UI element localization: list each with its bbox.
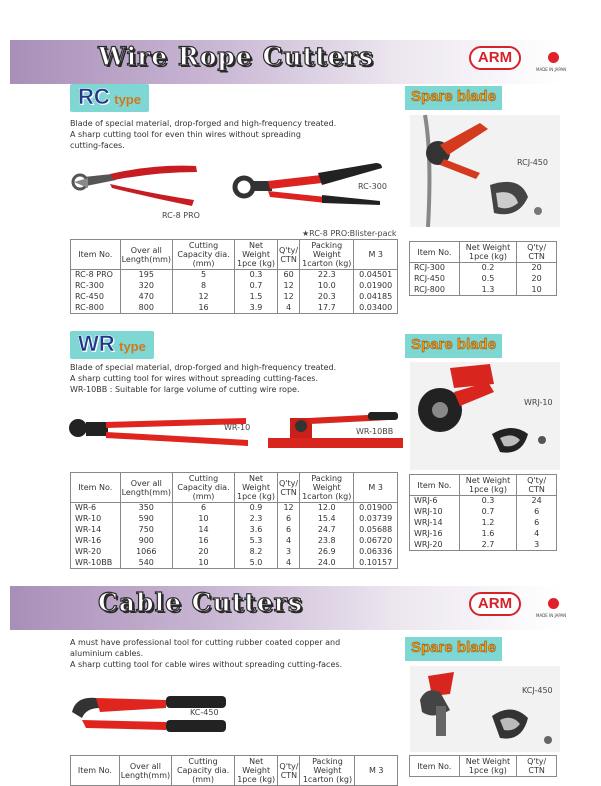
table-row — [410, 529, 557, 540]
cell: WRJ-20 — [410, 540, 460, 551]
rc300-label: RC-300 — [358, 182, 387, 191]
cell: 750 — [120, 525, 172, 536]
table-row — [71, 292, 398, 303]
col-net-weight: Net Weight 1pce (kg) — [459, 242, 517, 263]
section-title: Cable Cutters — [98, 588, 304, 617]
wr-desc-line: WR-10BB : Suitable for large volume of cutting wire rope. — [70, 385, 300, 394]
col-overall-length: Over all Length(mm) — [119, 756, 171, 786]
col-cutting-capacity: Cutting Capacity dia.(mm) — [172, 756, 235, 786]
cell: WR-10BB — [71, 558, 121, 569]
cell: 4 — [278, 558, 300, 569]
cell: 590 — [120, 514, 172, 525]
cell: 12 — [278, 292, 300, 303]
wr-tab-small: type — [119, 339, 146, 354]
cell: WRJ-14 — [410, 518, 460, 529]
cell: 0.06720 — [354, 536, 398, 547]
col-qty-ctn: Q'ty/ CTN — [278, 473, 300, 503]
cell: 0.03739 — [354, 514, 398, 525]
cell: 10 — [517, 285, 557, 296]
cell: 10 — [172, 558, 234, 569]
cell: 20.3 — [300, 292, 354, 303]
wr-desc-line: A sharp cutting tool for wires without spreading cutting-faces. — [70, 374, 319, 383]
cell: 0.03400 — [354, 303, 398, 314]
cell: 8 — [173, 281, 235, 292]
col-item-no: Item No. — [410, 475, 460, 496]
wr-tab-big: WR — [78, 331, 115, 356]
table-header-row — [71, 240, 398, 270]
cell: RC-8 PRO — [71, 270, 121, 281]
rc-desc-line: A sharp cutting tool for even thin wires without spreading — [70, 130, 301, 139]
cell: 26.9 — [300, 547, 354, 558]
cell: 0.3 — [235, 270, 278, 281]
kcj-spec-table — [409, 755, 557, 777]
cell: 5.0 — [235, 558, 278, 569]
cell: 4 — [278, 303, 300, 314]
cell: 20 — [517, 274, 557, 285]
kcj-spare-blade-tab: Spare blade — [405, 637, 502, 661]
japan-flag-icon — [542, 593, 564, 615]
col-item-no: Item No. — [410, 756, 460, 777]
cell: 20 — [517, 263, 557, 274]
cell: RC-450 — [71, 292, 121, 303]
cell: 0.3 — [459, 496, 517, 507]
cell: 24.0 — [300, 558, 354, 569]
table-row — [410, 540, 557, 551]
cell: 6 — [517, 507, 557, 518]
cell: 3.6 — [235, 525, 278, 536]
cell: 6 — [278, 514, 300, 525]
col-overall-length: Over all Length(mm) — [120, 240, 172, 270]
table-row — [71, 503, 398, 514]
cell: WR-16 — [71, 536, 121, 547]
table-row — [71, 303, 398, 314]
wr-description — [70, 362, 336, 395]
cell: 16 — [172, 536, 234, 547]
cell: 1066 — [120, 547, 172, 558]
table-row — [71, 514, 398, 525]
table-header-row — [71, 473, 398, 503]
col-qty-ctn: Q'ty/ CTN — [278, 240, 300, 270]
cell: 0.06336 — [354, 547, 398, 558]
table-row — [410, 518, 557, 529]
cell: 12 — [173, 292, 235, 303]
rc8pro-blister-note: ★RC-8 PRO:Blister-pack — [302, 229, 397, 238]
rc-description — [70, 118, 336, 151]
table-row — [410, 263, 557, 274]
cell: 6 — [278, 525, 300, 536]
table-header-row — [71, 756, 398, 786]
rc-type-tab — [70, 84, 149, 112]
cell: 3 — [517, 540, 557, 551]
rcj450-label: RCJ-450 — [517, 158, 548, 167]
wr-type-tab — [70, 331, 154, 359]
rc-spec-table — [70, 239, 398, 314]
cell: RCJ-300 — [410, 263, 460, 274]
col-packing-weight: Packing Weight 1carton (kg) — [300, 240, 354, 270]
cell: WR-6 — [71, 503, 121, 514]
rcj-blade-image — [410, 115, 560, 227]
cell: 6 — [517, 518, 557, 529]
col-net-weight: Net Weight 1pce (kg) — [459, 756, 517, 777]
wr10bb-label: WR-10BB — [356, 427, 394, 436]
wr-spec-table — [70, 472, 398, 569]
cell: 10.0 — [300, 281, 354, 292]
table-row — [410, 496, 557, 507]
made-in-japan-label: MADE IN JAPAN — [536, 67, 567, 72]
table-row — [410, 274, 557, 285]
wrj-spare-blade-tab: Spare blade — [405, 334, 502, 358]
table-header-row — [410, 475, 557, 496]
cell: 1.6 — [459, 529, 517, 540]
col-qty-ctn: Q'ty/ CTN — [517, 475, 557, 496]
cell: 0.01900 — [354, 281, 398, 292]
col-qty-ctn: Q'ty/ CTN — [517, 242, 557, 263]
cell: 3.9 — [235, 303, 278, 314]
wr10bb-cutter-image — [268, 400, 403, 448]
col-net-weight: Net Weight 1pce (kg) — [459, 475, 517, 496]
japan-flag-icon — [542, 47, 564, 69]
cell: 0.7 — [235, 281, 278, 292]
cell: 1.5 — [235, 292, 278, 303]
cell: 0.9 — [235, 503, 278, 514]
cell: WR-14 — [71, 525, 121, 536]
cell: 12 — [278, 281, 300, 292]
cell: 0.04501 — [354, 270, 398, 281]
arm-logo: ARM — [469, 592, 521, 616]
col-cutting-capacity: Cutting Capacity dia.(mm) — [173, 240, 235, 270]
cell: 15.4 — [300, 514, 354, 525]
cell: 8.2 — [235, 547, 278, 558]
wire-rope-banner — [10, 40, 567, 84]
cell: WR-10 — [71, 514, 121, 525]
cell: 540 — [120, 558, 172, 569]
cell: 320 — [120, 281, 172, 292]
cell: 0.10157 — [354, 558, 398, 569]
cell: 900 — [120, 536, 172, 547]
table-header-row — [410, 242, 557, 263]
cell: 12 — [278, 503, 300, 514]
table-row — [71, 270, 398, 281]
rc-desc-line: cutting-faces. — [70, 141, 125, 150]
col-net-weight: Net Weight 1pce (kg) — [234, 756, 277, 786]
col-qty-ctn: Q'ty/ CTN — [517, 756, 557, 777]
cell: WR-20 — [71, 547, 121, 558]
rc-tab-big: RC — [78, 84, 110, 109]
kc-desc-line: A must have professional tool for cutting rubber coated copper and — [70, 638, 341, 647]
col-overall-length: Over all Length(mm) — [120, 473, 172, 503]
cell: WRJ-10 — [410, 507, 460, 518]
table-row — [71, 547, 398, 558]
cell: 5 — [173, 270, 235, 281]
cable-cutters-banner — [10, 586, 567, 630]
cell: 0.2 — [459, 263, 517, 274]
kc-desc-line: aluminium cables. — [70, 649, 144, 658]
table-row — [71, 536, 398, 547]
wr-desc-line: Blade of special material, drop-forged and high-frequency treated. — [70, 363, 337, 372]
col-m3: M 3 — [355, 756, 398, 786]
section-title: Wire Rope Cutters — [98, 42, 374, 71]
table-row — [71, 558, 398, 569]
rcj-spec-table — [409, 241, 557, 296]
cell: 1.2 — [459, 518, 517, 529]
table-row — [410, 285, 557, 296]
cell: 800 — [120, 303, 172, 314]
cell: 3 — [278, 547, 300, 558]
cell: 60 — [278, 270, 300, 281]
cell: RCJ-450 — [410, 274, 460, 285]
col-packing-weight: Packing Weight 1carton (kg) — [300, 756, 355, 786]
rcj-spare-blade-tab: Spare blade — [405, 86, 502, 110]
cell: 0.01900 — [354, 503, 398, 514]
wrj10-label: WRJ-10 — [524, 398, 553, 407]
kc-desc-line: A sharp cutting tool for cable wires without spreading cutting-faces. — [70, 660, 343, 669]
col-m3: M 3 — [354, 473, 398, 503]
made-in-japan-label: MADE IN JAPAN — [536, 613, 567, 618]
col-net-weight: Net Weight 1pce (kg) — [235, 473, 278, 503]
cell: 2.3 — [235, 514, 278, 525]
cell: 24.7 — [300, 525, 354, 536]
wrj-blade-image — [410, 362, 560, 470]
rc300-cutter-image — [226, 155, 386, 205]
cell: 195 — [120, 270, 172, 281]
cell: 0.04185 — [354, 292, 398, 303]
kc-description — [70, 637, 342, 670]
table-row — [410, 507, 557, 518]
kcj450-label: KCJ-450 — [522, 686, 553, 695]
col-item-no: Item No. — [71, 473, 121, 503]
cell: 12.0 — [300, 503, 354, 514]
cell: 17.7 — [300, 303, 354, 314]
cell: 22.3 — [300, 270, 354, 281]
rc8pro-label: RC-8 PRO — [162, 211, 200, 220]
col-packing-weight: Packing Weight 1carton (kg) — [300, 473, 354, 503]
cell: WRJ-16 — [410, 529, 460, 540]
wrj-spec-table — [409, 474, 557, 551]
cell: 2.7 — [459, 540, 517, 551]
kc-spec-table — [70, 755, 398, 786]
col-net-weight: Net Weight 1pce (kg) — [235, 240, 278, 270]
rc8pro-cutter-image — [64, 160, 204, 210]
cell: WRJ-6 — [410, 496, 460, 507]
cell: 23.8 — [300, 536, 354, 547]
cell: 350 — [120, 503, 172, 514]
cell: 14 — [172, 525, 234, 536]
col-item-no: Item No. — [410, 242, 460, 263]
table-row — [71, 525, 398, 536]
cell: 1.3 — [459, 285, 517, 296]
cell: 4 — [517, 529, 557, 540]
arm-logo: ARM — [469, 46, 521, 70]
cell: RCJ-800 — [410, 285, 460, 296]
col-m3: M 3 — [354, 240, 398, 270]
cell: 470 — [120, 292, 172, 303]
kc450-label: KC-450 — [190, 708, 219, 717]
kcj-blade-image — [410, 666, 560, 752]
cell: 0.7 — [459, 507, 517, 518]
cell: RC-300 — [71, 281, 121, 292]
cell: 0.05688 — [354, 525, 398, 536]
col-item-no: Item No. — [71, 240, 121, 270]
cell: 4 — [278, 536, 300, 547]
cell: 20 — [172, 547, 234, 558]
cell: 24 — [517, 496, 557, 507]
cell: 16 — [173, 303, 235, 314]
cell: RC-800 — [71, 303, 121, 314]
table-row — [71, 281, 398, 292]
cell: 0.5 — [459, 274, 517, 285]
cell: 6 — [172, 503, 234, 514]
wr10-label: WR-10 — [224, 423, 251, 432]
col-item-no: Item No. — [71, 756, 120, 786]
rc-desc-line: Blade of special material, drop-forged and high-frequency treated. — [70, 119, 337, 128]
cell: 10 — [172, 514, 234, 525]
cell: 5.3 — [235, 536, 278, 547]
table-header-row — [410, 756, 557, 777]
rc-tab-small: type — [114, 92, 141, 107]
col-cutting-capacity: Cutting Capacity dia.(mm) — [172, 473, 234, 503]
col-qty-ctn: Q'ty/ CTN — [278, 756, 300, 786]
